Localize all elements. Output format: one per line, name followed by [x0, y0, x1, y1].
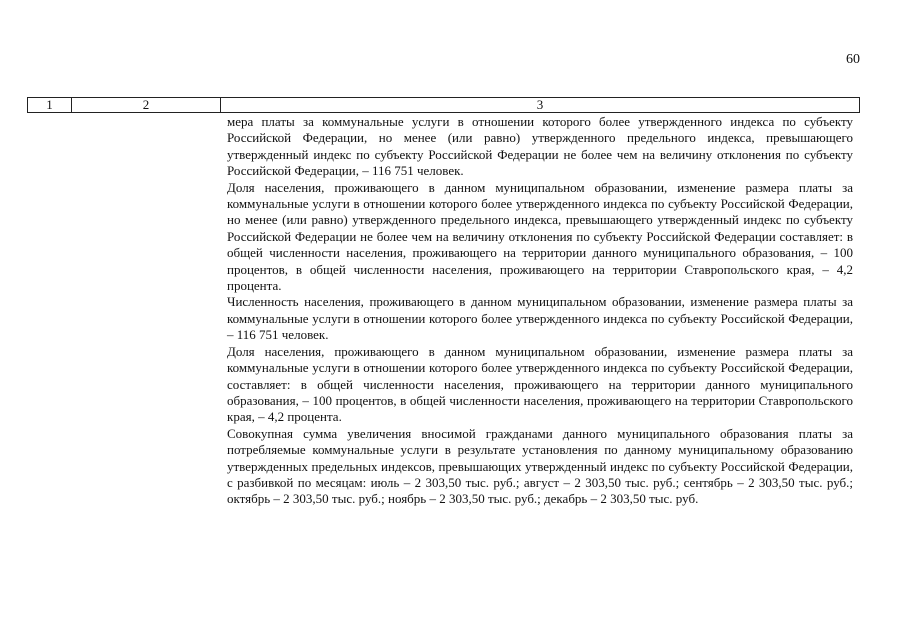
paragraph-population-share-limit: Доля населения, проживающего в данном муниципальном образовании, изменение размера платы за коммунальные услуги в отношении которого более утвержденного индекса по субъекту Российской Федерации, но менее (или равно) утвержденного предельного индекса, превышающего утвержденный индекс по субъекту Российской Федерации не более чем на величину отклонения по субъекту Российской Федерации составляет: в общей численности населения, проживающего на территории данного муниципального образования, – 100 процентов, в общей численности населения, проживающего на территории Ставропольского края, – 4,2 процента.: [227, 179, 853, 294]
table-header-row: [27, 97, 860, 113]
table-column-3-content: [227, 114, 853, 508]
paragraph-monthly-payment-increase: Совокупная сумма увеличения вносимой гражданами данного муниципального образования платы за потребляемые коммунальные услуги в результате установления по данному муниципальному образованию утвержденных предельных индексов, превышающих утвержденный индекс по субъекту Российской Федерации, с разбивкой по месяцам: июль – 2 303,50 тыс. руб.; август – 2 303,50 тыс. руб.; сентябрь – 2 303,50 тыс. руб.; октябрь – 2 303,50 тыс. руб.; ноябрь – 2 303,50 тыс. руб.; декабрь – 2 303,50 тыс. руб.: [227, 425, 853, 507]
table-header-col-3: 3: [536, 97, 544, 112]
page-number: 60: [846, 52, 860, 67]
paragraph-population-count: Численность населения, проживающего в данном муниципальном образовании, изменение размера платы за коммунальные услуги в отношении которого более утвержденного индекса по субъекту Российской Федерации, – 116 751 человек.: [227, 294, 853, 343]
table-header-col-1: 1: [28, 98, 72, 112]
paragraph-population-share: Доля населения, проживающего в данном муниципальном образовании, изменение размера платы за коммунальные услуги в отношении которого более утвержденного индекса по субъекту Российской Федерации, составляет: в общей численности населения, проживающего на территории данного муниципального образования, – 100 процентов, в общей численности населения, проживающего на территории Ставропольского края, – 4,2 процента.: [227, 343, 853, 425]
table-header-col-2: 2: [72, 98, 221, 112]
paragraph-continuation: мера платы за коммунальные услуги в отношении которого более утвержденного индекса по субъекту Российской Федерации, но менее (или равно) утвержденного предельного индекса, превышающего утвержденный индекс по субъекту Российской Федерации не более чем на величину отклонения по субъекту Российской Федерации, – 116 751 человек.: [227, 114, 853, 179]
